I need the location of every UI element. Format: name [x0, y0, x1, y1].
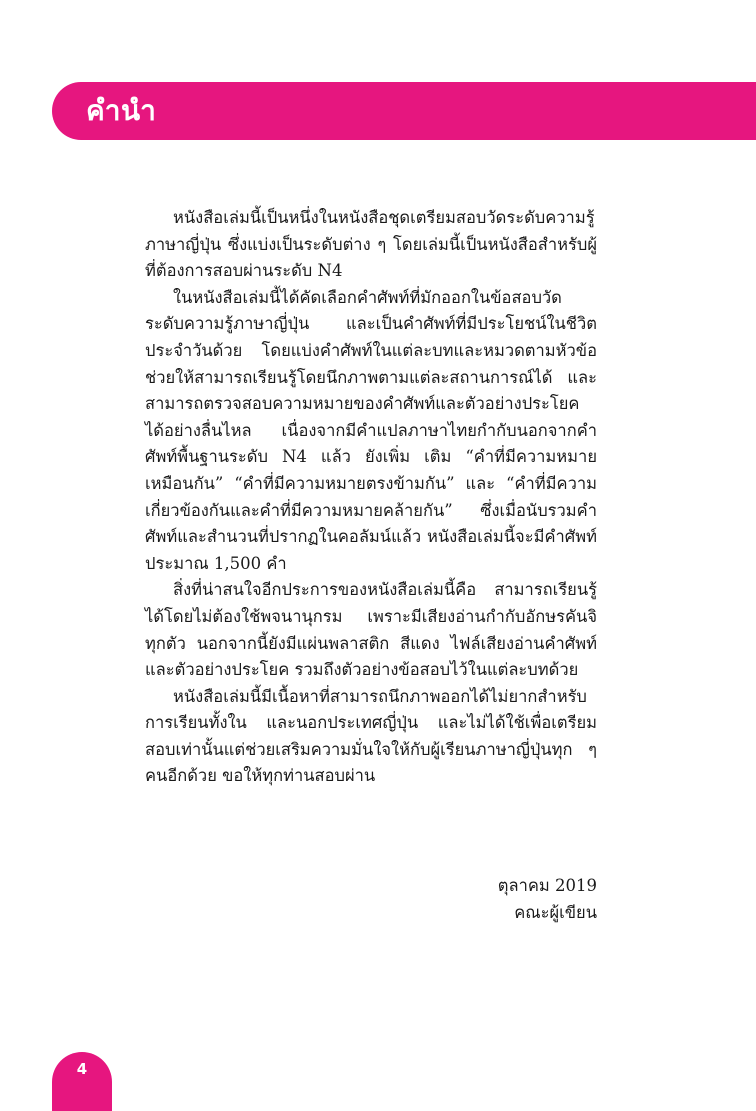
- page-number-tab: [52, 1052, 112, 1111]
- signature-author: คณะผู้เขียน: [514, 902, 597, 922]
- paragraph-1: หนังสือเล่มนี้เป็นหนึ่งในหนังสือชุดเตรียมสอบวัดระดับความรู้ภาษาญี่ปุ่น ซึ่งแบ่งเป็นระดับต่าง ๆ โดยเล่มนี้เป็นหนังสือสำหรับผู้ที่ต้องการสอบผ่านระดับ N4: [145, 208, 597, 281]
- header-bar: [52, 82, 756, 140]
- paragraph-2: ในหนังสือเล่มนี้ได้คัดเลือกคำศัพท์ที่มักออกในข้อสอบวัดระดับความรู้ภาษาญี่ปุ่น และเป็นคำศัพท์ที่มีประโยชน์ในชีวิตประจำวันด้วย โดยแบ่งคำศัพท์ในแต่ละบทและหมวดตามหัวข้อ ช่วยให้สามารถเรียนรู้โดยนึกภาพตามแต่ละสถานการณ์ได้ และสามารถตรวจสอบความหมายของคำศัพท์และตัวอย่างประโยคได้อย่างลื่นไหล เนื่องจากมีคำแปลภาษาไทยกำกับนอกจากคำศัพท์พื้นฐานระดับ N4 แล้ว ยังเพิ่ม เติม “คำที่มีความหมายเหมือนกัน” “คำที่มีความหมายตรงข้ามกัน” และ “คำที่มีความ เกี่ยวข้องกันและคำที่มีความหมายคล้ายกัน” ซึ่งเมื่อนับรวมคำศัพท์และสำนวนที่ปรากฏในคอลัมน์แล้ว หนังสือเล่มนี้จะมีคำศัพท์ประมาณ 1,500 คำ: [145, 287, 597, 573]
- paragraph-3: สิ่งที่น่าสนใจอีกประการของหนังสือเล่มนี้คือ สามารถเรียนรู้ได้โดยไม่ต้องใช้พจนานุกรม เพราะมีเสียงอ่านกำกับอักษรคันจิทุกตัว นอกจากนี้ยังมีแผ่นพลาสติก สีแดง ไฟล์เสียงอ่านคำศัพท์และตัวอย่างประโยค รวมถึงตัวอย่างข้อสอบไว้ในแต่ละบทด้วย: [145, 580, 597, 680]
- page-number: 4: [76, 1060, 88, 1078]
- paragraph-4: หนังสือเล่มนี้มีเนื้อหาที่สามารถนึกภาพออกได้ไม่ยากสำหรับการเรียนทั้งใน และนอกประเทศญี่ปุ่น และไม่ได้ใช้เพื่อเตรียมสอบเท่านั้นแต่ช่วยเสริมความมั่นใจให้กับผู้เรียนภาษาญี่ปุ่นทุก ๆ คนอีกด้วย ขอให้ทุกท่านสอบผ่าน: [145, 686, 597, 786]
- signature-block: [498, 873, 597, 926]
- signature-date: ตุลาคม 2019: [497, 876, 597, 895]
- page-title: คำนำ: [86, 94, 157, 127]
- preface-body: [145, 205, 597, 790]
